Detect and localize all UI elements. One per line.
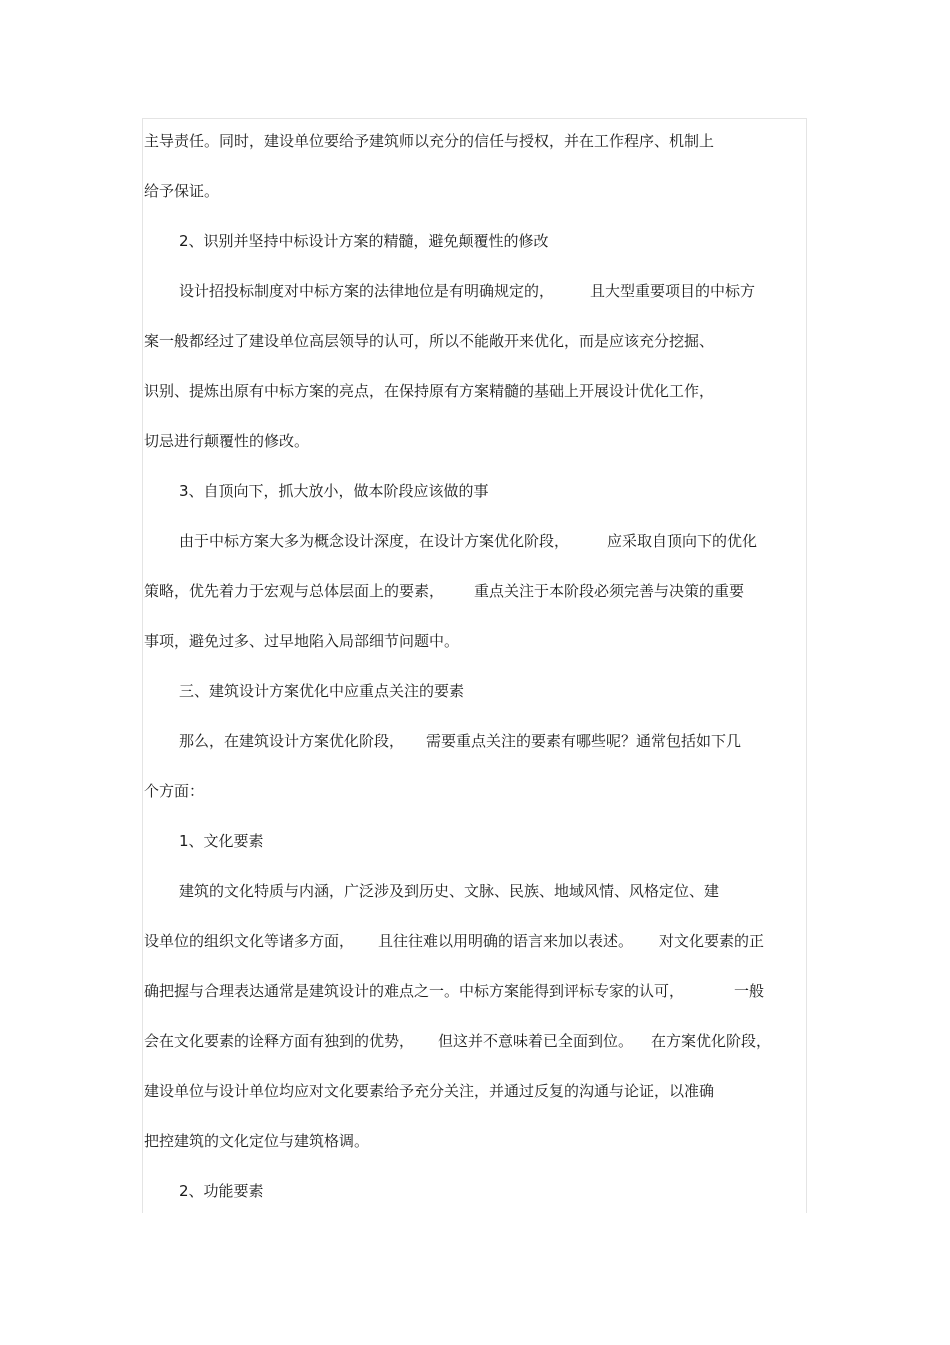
text-segment: 在方案优化阶段， (651, 1032, 772, 1050)
text-segment: 策略，优先着力于宏观与总体层面上的要素， (144, 582, 445, 600)
paragraph-line (179, 731, 741, 751)
paragraph-line: 给予保证。 (144, 182, 220, 200)
text-segment: 设计招投标制度对中标方案的法律地位是有明确规定的， (179, 282, 555, 300)
text-segment: 会在文化要素的诠释方面有独到的优势， (144, 1032, 415, 1050)
paragraph-line (144, 931, 764, 951)
text-segment: 且大型重要项目的中标方 (590, 282, 756, 300)
text-segment: 重点关注于本阶段必须完善与决策的重要 (474, 582, 745, 600)
paragraph-line (144, 1031, 771, 1051)
text-segment: 那么，在建筑设计方案优化阶段， (179, 732, 405, 750)
paragraph-line: 建筑的文化特质与内涵，广泛涉及到历史、文脉、民族、地域风情、风格定位、建 (179, 882, 720, 900)
text-segment: 应采取自顶向下的优化 (607, 532, 758, 550)
paragraph-line (179, 531, 757, 551)
text-segment: 需要重点关注的要素有哪些呢？通常包括如下几 (426, 732, 742, 750)
text-segment: 确把握与合理表达通常是建筑设计的难点之一。中标方案能得到评标专家的认可， (144, 982, 685, 1000)
text-segment: 且往往难以用明确的语言来加以表述。 (378, 932, 634, 950)
paragraph-line: 个方面： (144, 782, 205, 800)
paragraph-line: 把控建筑的文化定位与建筑格调。 (144, 1132, 370, 1150)
paragraph-line: 建设单位与设计单位均应对文化要素给予充分关注，并通过反复的沟通与论证，以准确 (144, 1082, 715, 1100)
section-heading: 3、自顶向下，抓大放小，做本阶段应该做的事 (179, 482, 489, 500)
paragraph-line: 主导责任。同时，建设单位要给予建筑师以充分的信任与授权，并在工作程序、机制上 (144, 132, 715, 150)
section-heading: 2、功能要素 (179, 1182, 264, 1200)
paragraph-line (179, 281, 755, 301)
text-segment: 由于中标方案大多为概念设计深度，在设计方案优化阶段， (179, 532, 570, 550)
section-heading: 1、文化要素 (179, 832, 264, 850)
paragraph-line: 识别、提炼出原有中标方案的亮点，在保持原有方案精髓的基础上开展设计优化工作， (144, 382, 715, 400)
paragraph-line (144, 581, 744, 601)
paragraph-line: 切忌进行颠覆性的修改。 (144, 432, 310, 450)
text-segment: 设单位的组织文化等诸多方面， (144, 932, 355, 950)
section-heading: 2、识别并坚持中标设计方案的精髓，避免颠覆性的修改 (179, 232, 549, 250)
paragraph-line: 事项，避免过多、过早地陷入局部细节问题中。 (144, 632, 460, 650)
paragraph-line: 案一般都经过了建设单位高层领导的认可，所以不能敞开来优化，而是应该充分挖掘、 (144, 332, 715, 350)
text-segment: 对文化要素的正 (659, 932, 765, 950)
section-heading: 三、建筑设计方案优化中应重点关注的要素 (179, 682, 465, 700)
text-segment: 一般 (734, 982, 765, 1000)
paragraph-line (144, 981, 764, 1001)
text-segment: 但这并不意味着已全面到位。 (438, 1032, 634, 1050)
